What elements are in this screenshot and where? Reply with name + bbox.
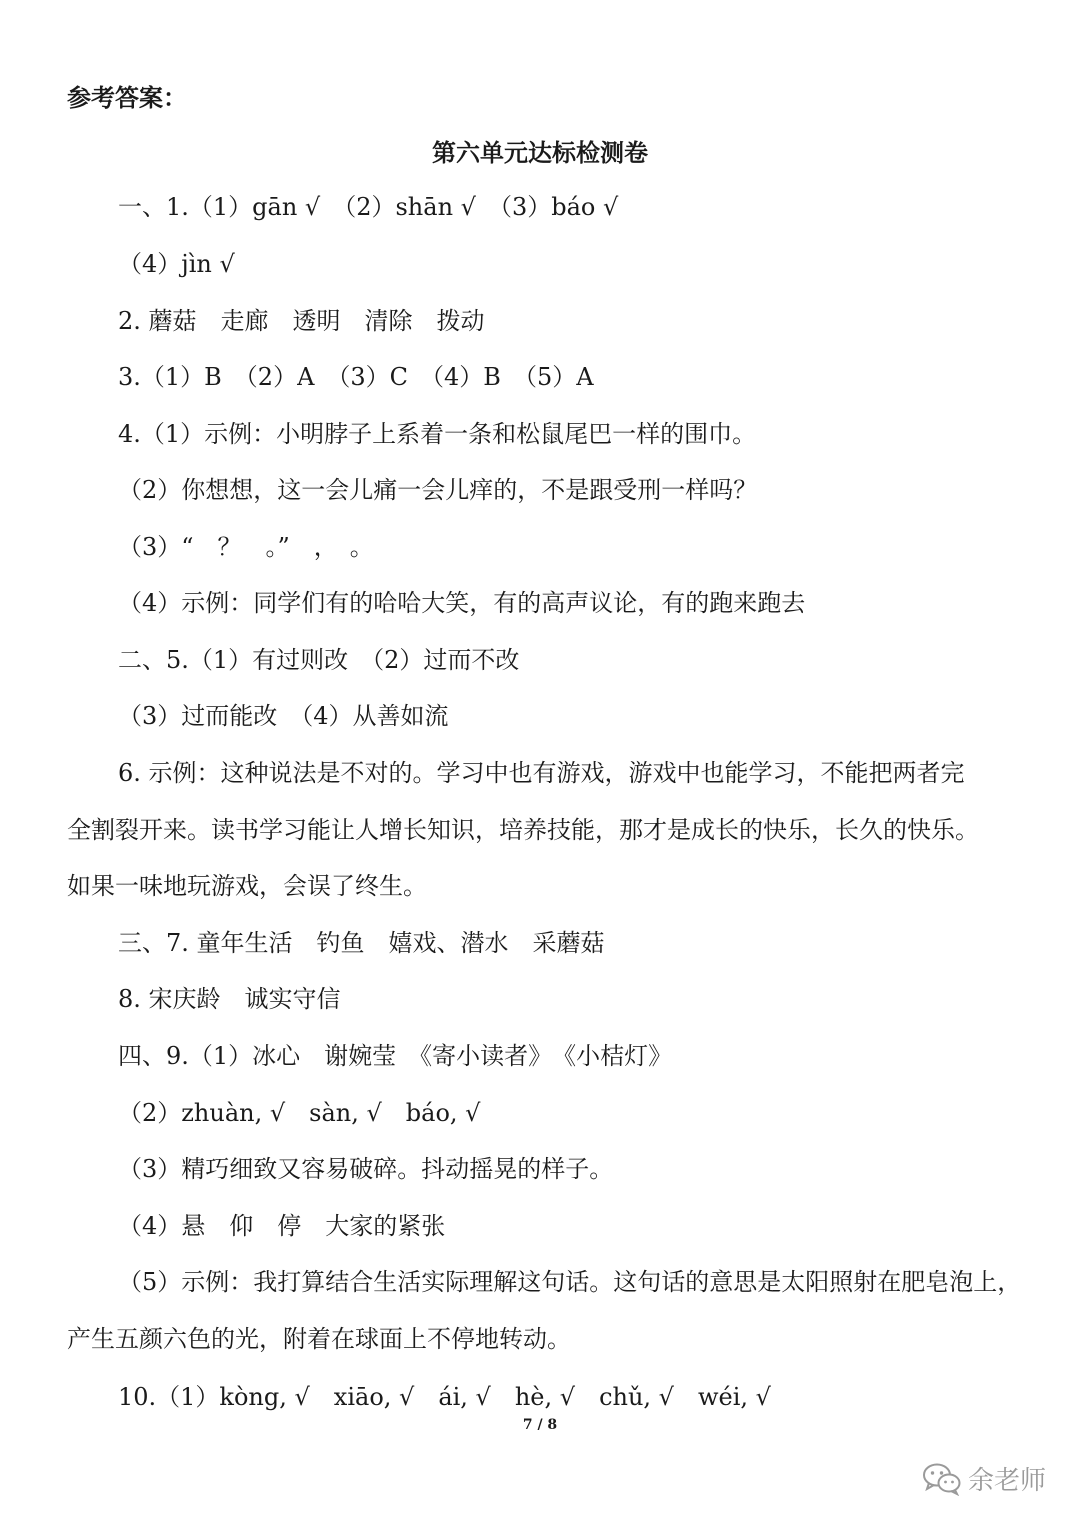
answer-line-15: 8. 宋庆龄 诚实守信 — [118, 985, 341, 1013]
answer-line-22: 10.（1）kòng, √ xiāo, √ ái, √ hè, √ chǔ, √ wéi, √ — [118, 1383, 771, 1411]
answer-line-3: 2. 蘑菇 走廊 透明 清除 拨动 — [118, 307, 485, 335]
answer-line-8: （4）示例：同学们有的哈哈大笑，有的高声议论，有的跑来跑去 — [118, 589, 806, 617]
document-title: 第六单元达标检测卷 — [432, 139, 648, 167]
watermark-text: 余老师 — [968, 1466, 1047, 1496]
answer-key-label: 参考答案： — [67, 84, 187, 112]
answer-line-10: （3）过而能改 （4）从善如流 — [118, 702, 449, 730]
answer-line-7: （3）“ ？ 。” ， 。 — [118, 533, 374, 561]
answer-line-16: 四、9.（1）冰心 谢婉莹 《寄小读者》 《小桔灯》 — [118, 1042, 673, 1070]
answer-line-9: 二、5.（1）有过则改 （2）过而不改 — [118, 646, 520, 674]
answer-line-19: （4）悬 仰 停 大家的紧张 — [118, 1212, 446, 1240]
answer-line-1: 一、1.（1）gān √ （2）shān √ （3）báo √ — [118, 193, 619, 221]
answer-line-11: 6. 示例：这种说法是不对的。学习中也有游戏，游戏中也能学习，不能把两者完 — [118, 759, 965, 787]
answer-line-21: 产生五颜六色的光，附着在球面上不停地转动。 — [67, 1325, 571, 1353]
answer-line-14: 三、7. 童年生活 钓鱼 嬉戏、潜水 采蘑菇 — [118, 929, 605, 957]
answer-line-13: 如果一味地玩游戏，会误了终生。 — [67, 872, 427, 900]
answer-line-18: （3）精巧细致又容易破碎。抖动摇晃的样子。 — [118, 1155, 614, 1183]
answer-line-6: （2）你想想，这一会儿痛一会儿痒的，不是跟受刑一样吗？ — [118, 476, 758, 504]
answer-line-5: 4.（1）示例：小明脖子上系着一条和松鼠尾巴一样的围巾。 — [118, 420, 757, 448]
answer-line-20: （5）示例：我打算结合生活实际理解这句话。这句话的意思是太阳照射在肥皂泡上， — [118, 1268, 1022, 1296]
answer-line-4: 3.（1）B （2）A （3）C （4）B （5）A — [118, 363, 594, 391]
watermark — [922, 1460, 1046, 1497]
wechat-icon — [922, 1462, 962, 1496]
answer-line-2: （4）jìn √ — [118, 250, 235, 278]
page-number: 7 / 8 — [522, 1417, 558, 1433]
answer-line-12: 全割裂开来。读书学习能让人增长知识，培养技能，那才是成长的快乐，长久的快乐。 — [67, 816, 979, 844]
answer-line-17: （2）zhuàn, √ sàn, √ báo, √ — [118, 1099, 481, 1127]
